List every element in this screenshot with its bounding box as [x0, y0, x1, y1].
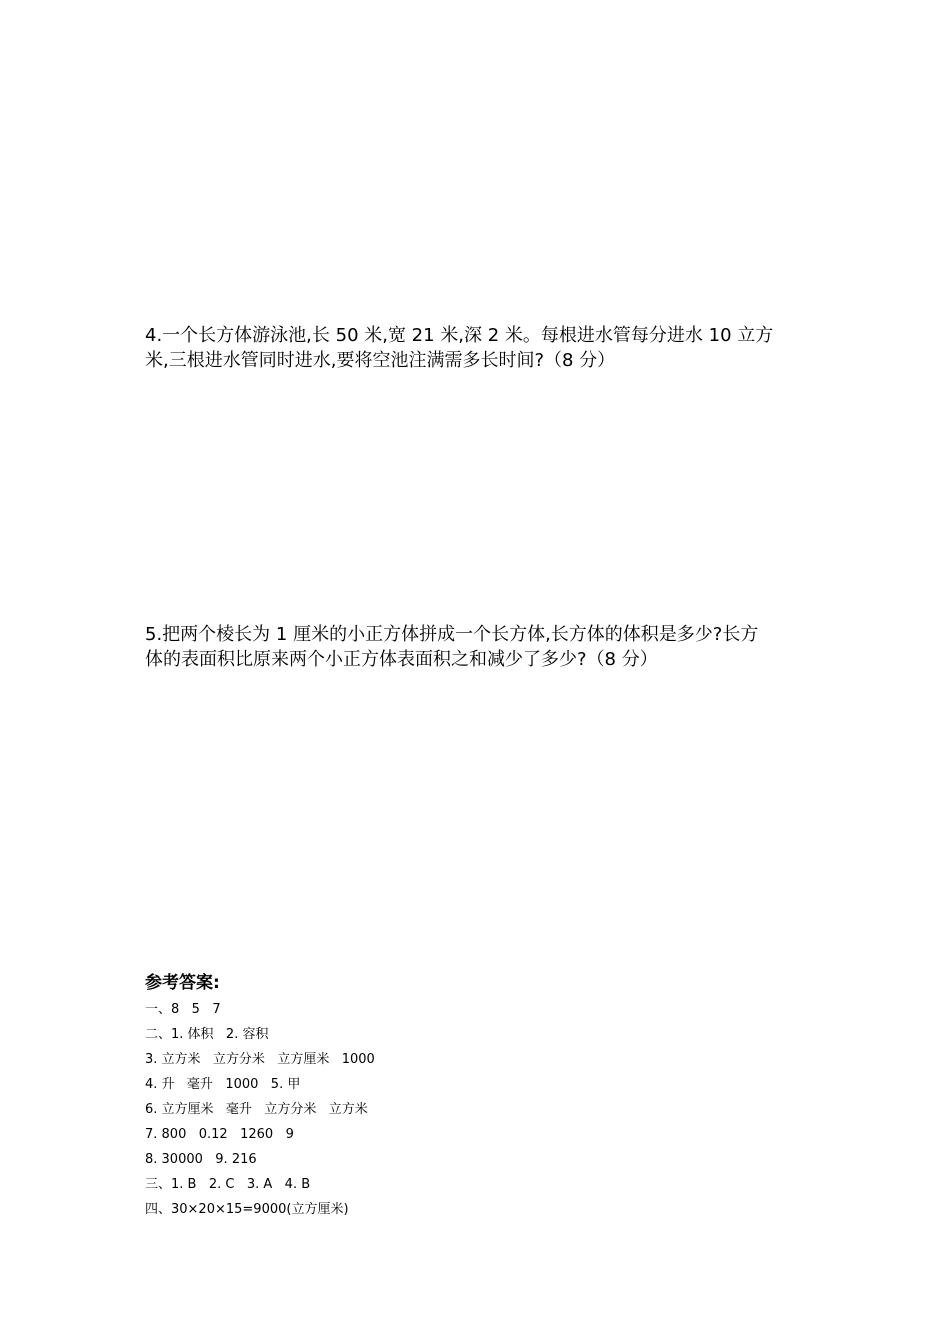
answer-line: 6. 立方厘米 毫升 立方分米 立方米 — [145, 1102, 368, 1117]
question-4-line-1: 4.一个长方体游泳池,长 50 米,宽 21 米,深 2 米。每根进水管每分进水 10 立方 — [145, 325, 774, 346]
question-5-line-2: 体的表面积比原来两个小正方体表面积之和减少了多少?（8 分） — [145, 649, 658, 670]
answer-line: 四、30×20×15=9000(立方厘米) — [145, 1202, 349, 1217]
answer-line: 一、8 5 7 — [145, 1002, 221, 1017]
answer-line: 二、1. 体积 2. 容积 — [145, 1027, 269, 1042]
question-4 — [145, 323, 800, 373]
answer-line: 三、1. B 2. C 3. A 4. B — [145, 1177, 311, 1192]
answer-key-title: 参考答案: — [145, 973, 220, 993]
answer-line: 3. 立方米 立方分米 立方厘米 1000 — [145, 1052, 375, 1067]
answer-line: 4. 升 毫升 1000 5. 甲 — [145, 1077, 301, 1092]
question-5 — [145, 622, 800, 672]
answer-line: 7. 800 0.12 1260 9 — [145, 1127, 294, 1142]
answer-line: 8. 30000 9. 216 — [145, 1152, 257, 1167]
question-4-line-2: 米,三根进水管同时进水,要将空池注满需多长时间?（8 分） — [145, 350, 616, 371]
answer-key — [145, 971, 785, 1222]
question-5-line-1: 5.把两个棱长为 1 厘米的小正方体拼成一个长方体,长方体的体积是多少?长方 — [145, 624, 759, 645]
